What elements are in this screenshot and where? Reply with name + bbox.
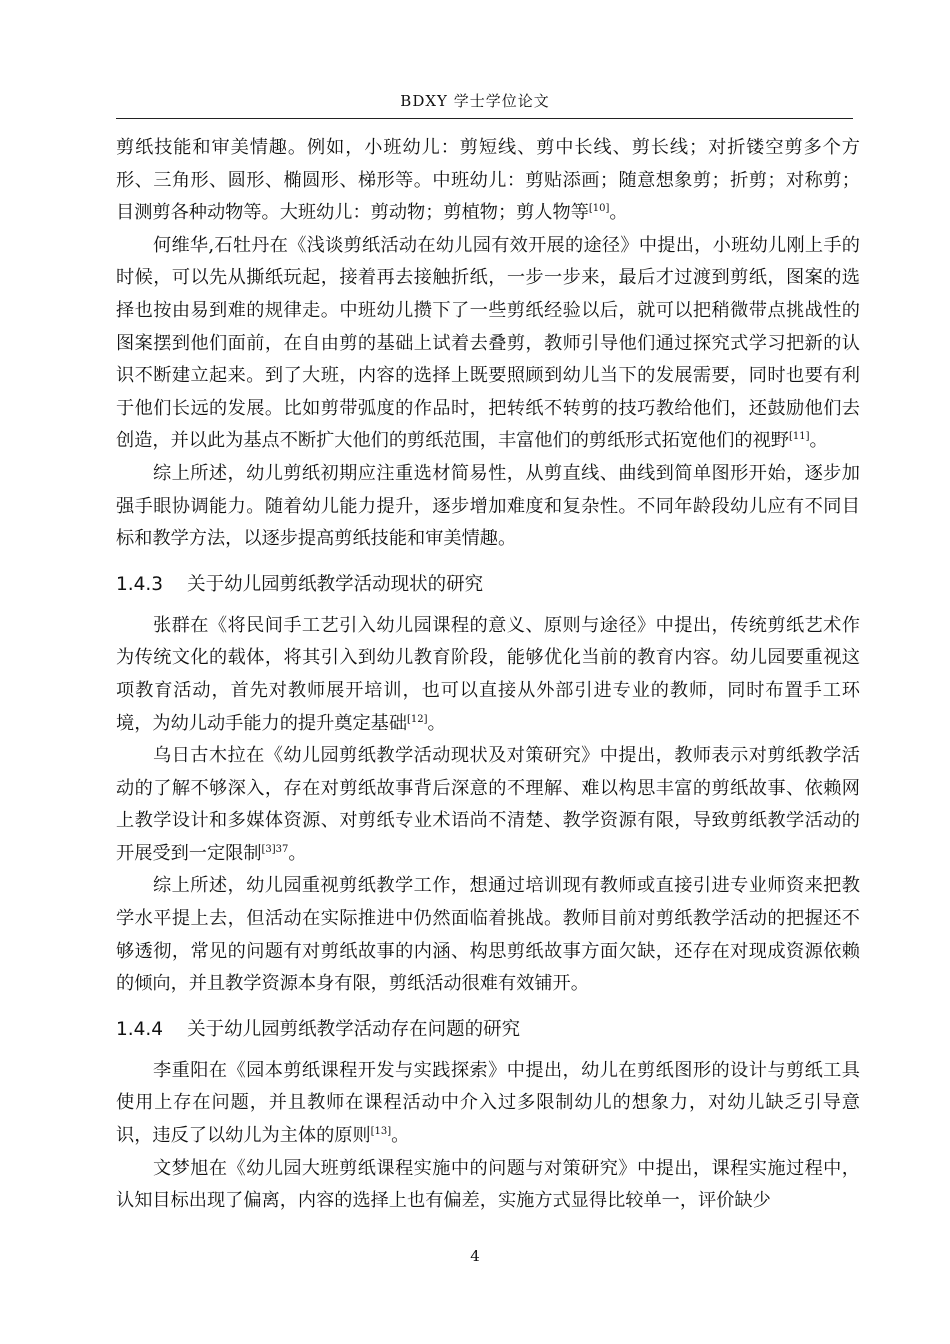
- paragraph-end: 。: [427, 712, 446, 734]
- paragraph-text: 剪纸技能和审美情趣。例如，小班幼儿：剪短线、剪中长线、剪长线；对折镂空剪多个方形、三角形、圆形、椭圆形、梯形等。中班幼儿：剪贴添画；随意想象剪；折剪；对称剪；目测剪各种动物等。大班幼儿：剪动物；剪植物；剪人物等: [116, 137, 860, 224]
- page-body: [116, 132, 860, 1218]
- paragraph-text: 张群在《将民间手工艺引入幼儿园课程的意义、原则与途径》中提出，传统剪纸艺术作为传统文化的载体，将其引入到幼儿教育阶段，能够优化当前的教育内容。幼儿园要重视这项教育活动，首先对教师展开培训，也可以直接从外部引进专业的教师，同时布置手工环境，为幼儿动手能力的提升奠定基础: [116, 614, 860, 734]
- citation: [3]37: [261, 843, 289, 855]
- paragraph: [116, 230, 860, 458]
- section-title: 关于幼儿园剪纸教学活动存在问题的研究: [187, 1018, 521, 1040]
- paragraph: [116, 458, 860, 556]
- paragraph-text: 综上所述，幼儿剪纸初期应注重选材简易性，从剪直线、曲线到简单图形开始，逐步加强手眼协调能力。随着幼儿能力提升，逐步增加难度和复杂性。不同年龄段幼儿应有不同目标和教学方法，以逐步提高剪纸技能和审美情趣。: [116, 462, 860, 550]
- section-heading: [116, 570, 860, 600]
- section-heading: [116, 1015, 860, 1045]
- running-header: BDXY 学士学位论文: [400, 92, 550, 110]
- paragraph: [116, 870, 860, 1000]
- citation: [12]: [407, 713, 428, 725]
- paragraph-end: 。: [609, 202, 628, 224]
- section-number: 1.4.4: [116, 1018, 164, 1040]
- paragraph-text: 文梦旭在《幼儿园大班剪纸课程实施中的问题与对策研究》中提出，课程实施过程中，认知目标出现了偏离，内容的选择上也有偏差，实施方式显得比较单一，评价缺少: [116, 1157, 860, 1212]
- paragraph-text: 何维华,石牡丹在《浅谈剪纸活动在幼儿园有效开展的途径》中提出，小班幼儿刚上手的时候，可以先从撕纸玩起，接着再去接触折纸，一步一步来，最后才过渡到剪纸，图案的选择也按由易到难的规律走。中班幼儿攒下了一些剪纸经验以后，就可以把稍微带点挑战性的图案摆到他们面前，在自由剪的基础上试着去叠剪，教师引导他们通过探究式学习把新的认识不断建立起来。到了大班，内容的选择上既要照顾到幼儿当下的发展需要，同时也要有利于他们长远的发展。比如剪带弧度的作品时，把转纸不转剪的技巧教给他们，还鼓励他们去创造，并以此为基点不断扩大他们的剪纸范围，丰富他们的剪纸形式拓宽他们的视野: [116, 234, 860, 452]
- section-number: 1.4.3: [116, 573, 164, 595]
- paragraph: [116, 1055, 860, 1153]
- paragraph: [116, 610, 860, 740]
- paragraph-end: 。: [288, 842, 307, 864]
- paragraph: [116, 740, 860, 870]
- paragraph: [116, 132, 860, 230]
- paragraph-end: 。: [391, 1125, 410, 1147]
- paragraph-text: 乌日古木拉在《幼儿园剪纸教学活动现状及对策研究》中提出，教师表示对剪纸教学活动的了解不够深入，存在对剪纸故事背后深意的不理解、难以构思丰富的剪纸故事、依赖网上教学设计和多媒体资源、对剪纸专业术语尚不清楚、教学资源有限，导致剪纸教学活动的开展受到一定限制: [116, 745, 860, 864]
- paragraph-text: 李重阳在《园本剪纸课程开发与实践探索》中提出，幼儿在剪纸图形的设计与剪纸工具使用上存在问题，并且教师在课程活动中介入过多限制幼儿的想象力，对幼儿缺乏引导意识，违反了以幼儿为主体的原则: [116, 1059, 860, 1147]
- paragraph: [116, 1153, 860, 1218]
- header-divider: [116, 118, 853, 119]
- citation: [11]: [788, 431, 810, 443]
- paragraph-text: 综上所述，幼儿园重视剪纸教学工作，想通过培训现有教师或直接引进专业师资来把教学水平提上去，但活动在实际推进中仍然面临着挑战。教师目前对剪纸教学活动的把握还不够透彻，常见的问题有对剪纸故事的内涵、构思剪纸故事方面欠缺，还存在对现成资源依赖的倾向，并且教学资源本身有限，剪纸活动很难有效铺开。: [116, 875, 860, 995]
- page-number: 4: [470, 1247, 480, 1265]
- citation: [13]: [370, 1126, 392, 1138]
- paragraph-end: 。: [809, 430, 828, 452]
- citation: [10]: [588, 203, 610, 215]
- section-title: 关于幼儿园剪纸教学活动现状的研究: [187, 573, 484, 595]
